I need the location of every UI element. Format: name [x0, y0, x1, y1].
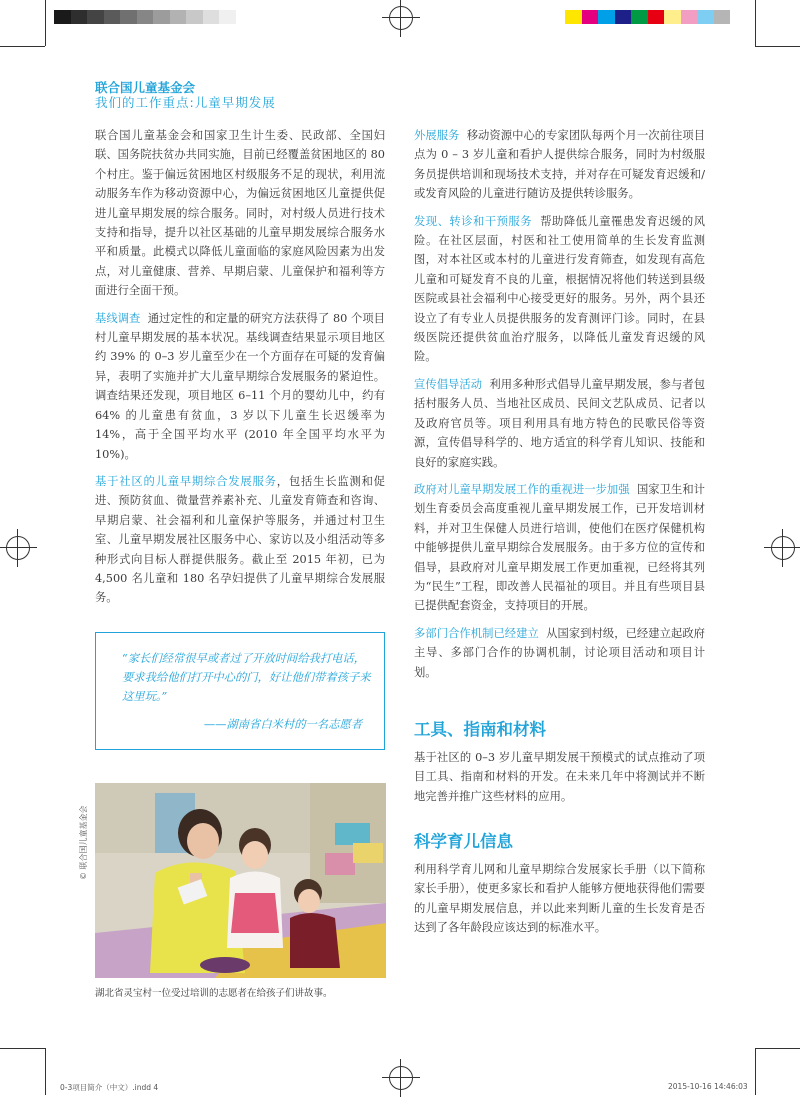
registration-mark-icon — [771, 536, 795, 560]
referral-paragraph — [414, 212, 705, 367]
outreach-lead: 外展服务 — [414, 129, 460, 142]
quote-attribution: ——湖南省白米村的一名志愿者 — [203, 718, 362, 731]
gray-swatch — [170, 10, 187, 24]
gray-swatch — [203, 10, 220, 24]
tools-paragraph: 基于社区的 0–3 岁儿童早期发展干预模式的试点推动了项目工具、指南和材料的开发。在未来几年中将测试并不断地完善并推广这些材料的应用。 — [414, 751, 705, 803]
crop-mark — [755, 1048, 800, 1049]
color-swatch — [697, 10, 714, 24]
government-lead: 政府对儿童早期发展工作的重视进一步加强 — [414, 482, 630, 496]
baseline-lead: 基线调查 — [95, 311, 141, 325]
crop-mark — [0, 1048, 45, 1049]
registration-mark-icon — [6, 536, 30, 560]
color-swatch — [598, 10, 615, 24]
community-text: ，包括生长监测和促进、预防贫血、微量营养素补充、儿童发育筛查和咨询、早期启蒙、社会福利和儿童保护等服务，并通过村卫生室、儿童早期发展社区服务中心、家访以及小组活动等多种形式向目标人群提供服务。截止至 2015 年初，已为 4,500 名儿童和 180 名孕妇提供了儿童早期综合发展服务。 — [95, 474, 385, 605]
multisector-paragraph — [414, 624, 705, 682]
quote-box — [95, 632, 385, 750]
gray-swatch — [137, 10, 154, 24]
outreach-text: 移动资源中心的专家团队每两个月一次前往项目点为 0 – 3 岁儿童和看护人提供综合服务，同时为村级服务员提供培训和现场技术支持，并对存在可疑发育迟缓和/或发育风险的儿童进行随访及提供转诊服务。 — [414, 129, 705, 201]
color-swatch — [631, 10, 648, 24]
crop-mark — [755, 46, 800, 47]
color-swatch — [714, 10, 731, 24]
gray-swatch — [54, 10, 71, 24]
header-subtitle: 我们的工作重点:儿童早期发展 — [95, 95, 276, 110]
multisector-lead: 多部门合作机制已经建立 — [414, 626, 539, 640]
photo-illustration — [95, 783, 386, 978]
intro-paragraph: 联合国儿童基金会和国家卫生计生委、民政部、全国妇联、国务院扶贫办共同实施，目前已经覆盖贫困地区的 80 个村庄。鉴于偏远贫困地区村级服务不足的现状，利用流动服务车作为移动资源中心，为偏远贫困地区儿童提供促进儿童早期发展的综合服务。同时，对村级人员进行技术支持和指导，提升以社区基础的儿童早期发展综合服务水平和质量。此模式以降低儿童面临的家庭风险因素为出发点，对儿童健康、营养、早期启蒙、儿童保护和福利等方面进行全面干预。 — [95, 129, 385, 298]
government-text: 国家卫生和计划生育委员会高度重视儿童早期发展工作，已开发培训材料，并对卫生保健人员进行培训，使他们在医疗保健机构中能够提供儿童早期综合发展服务。由于多方位的宣传和倡导，县政府对儿童早期发展工作更加重视，已经将其列为“民生”工程，即改善人民福祉的项目。并且有些项目县已提供配套资金，支持项目的开展。 — [414, 482, 705, 613]
community-paragraph — [95, 472, 385, 608]
crop-mark — [45, 1048, 46, 1095]
color-swatch — [664, 10, 681, 24]
crop-mark — [755, 1048, 756, 1095]
info-heading: 科学育儿信息 — [414, 832, 513, 851]
color-swatch — [681, 10, 698, 24]
outreach-paragraph — [414, 126, 705, 204]
baseline-paragraph — [95, 309, 385, 464]
multisector-text: 从国家到村级，已经建立起政府主导、多部门合作的协调机制，讨论项目活动和项目计划。 — [414, 626, 705, 679]
advocacy-text: 利用多种形式倡导儿童早期发展，参与者包括村服务人员、当地社区成员、民间文艺队成员、记者以及政府官员等。项目利用具有地方特色的民歌民俗等资源，宣传倡导科学的、地方适宜的科学育儿知识、技能和良好的家庭实践。 — [414, 377, 705, 469]
photo-caption: 湖北省灵宝村一位受过培训的志愿者在给孩子们讲故事。 — [95, 988, 333, 999]
header-title: 联合国儿童基金会 — [95, 80, 196, 95]
right-column — [414, 126, 705, 690]
referral-lead: 发现、转诊和干预服务 — [414, 214, 533, 228]
gray-swatch — [71, 10, 88, 24]
gray-swatch — [104, 10, 121, 24]
community-lead: 基于社区的儿童早期综合发展服务 — [95, 474, 277, 488]
crop-mark — [755, 0, 756, 46]
color-swatch — [648, 10, 665, 24]
photo-credit: © 联合国儿童基金会 — [79, 805, 88, 880]
gray-swatch — [87, 10, 104, 24]
footer-filename: 0-3项目简介（中文）.indd 4 — [60, 1083, 159, 1092]
volunteer-storytelling-photo — [95, 783, 386, 978]
quote-text: “家长们经常很早或者过了开放时间给我打电话，要求我给他们打开中心的门，好让他们带着孩子来这里玩。” — [122, 652, 371, 703]
left-column — [95, 126, 385, 616]
gray-swatch — [219, 10, 236, 24]
footer-timestamp: 2015-10-16 14:46:03 — [668, 1082, 748, 1091]
gray-swatch — [120, 10, 137, 24]
color-swatch — [582, 10, 599, 24]
color-swatch — [615, 10, 632, 24]
registration-mark-icon — [389, 6, 413, 30]
advocacy-paragraph — [414, 375, 705, 472]
advocacy-lead: 宣传倡导活动 — [414, 377, 483, 391]
registration-mark-icon — [389, 1066, 413, 1090]
color-swatch — [565, 10, 582, 24]
tools-heading: 工具、指南和材料 — [414, 720, 546, 739]
gray-swatch — [153, 10, 170, 24]
baseline-text: 通过定性的和定量的研究方法获得了 80 个项目村儿童早期发展的基本状况。基线调查结果显示项目地区约 39% 的 0–3 岁儿童至少在一个方面存在可疑的发育偏异，表明了实施并扩大儿童早期综合发展服务的紧迫性。调查结果还发现，项目地区 6–11 个月的婴幼儿中，约有 64% 的儿童患有贫血，3 岁以下儿童生长迟缓率为 14%，高于全国平均水平 (2010 年全国平均水平为 10%)。 — [95, 311, 385, 461]
crop-mark — [0, 46, 45, 47]
referral-text: 帮助降低儿童罹患发育迟缓的风险。在社区层面，村医和社工使用简单的生长发育监测图，对本社区或本村的儿童进行发育筛查，如发现有高危儿童和可疑发育不良的儿童，根据情况将他们转送到县级医院或县社会福利中心接受更好的服务。另外，两个县还设立了有专业人员提供服务的发育测评门诊。同时，在县级医院还提供贫血治疗服务，以降低儿童发育迟缓的风险。 — [414, 214, 705, 364]
government-paragraph — [414, 480, 705, 616]
crop-mark — [45, 0, 46, 46]
info-paragraph: 利用科学育儿网和儿童早期综合发展家长手册（以下简称家长手册），使更多家长和看护人能够方便地获得他们需要的儿童早期发展信息，并以此来判断儿童的生长发育是否达到了各年龄段应该达到的标准水平。 — [414, 863, 705, 935]
gray-swatch — [186, 10, 203, 24]
